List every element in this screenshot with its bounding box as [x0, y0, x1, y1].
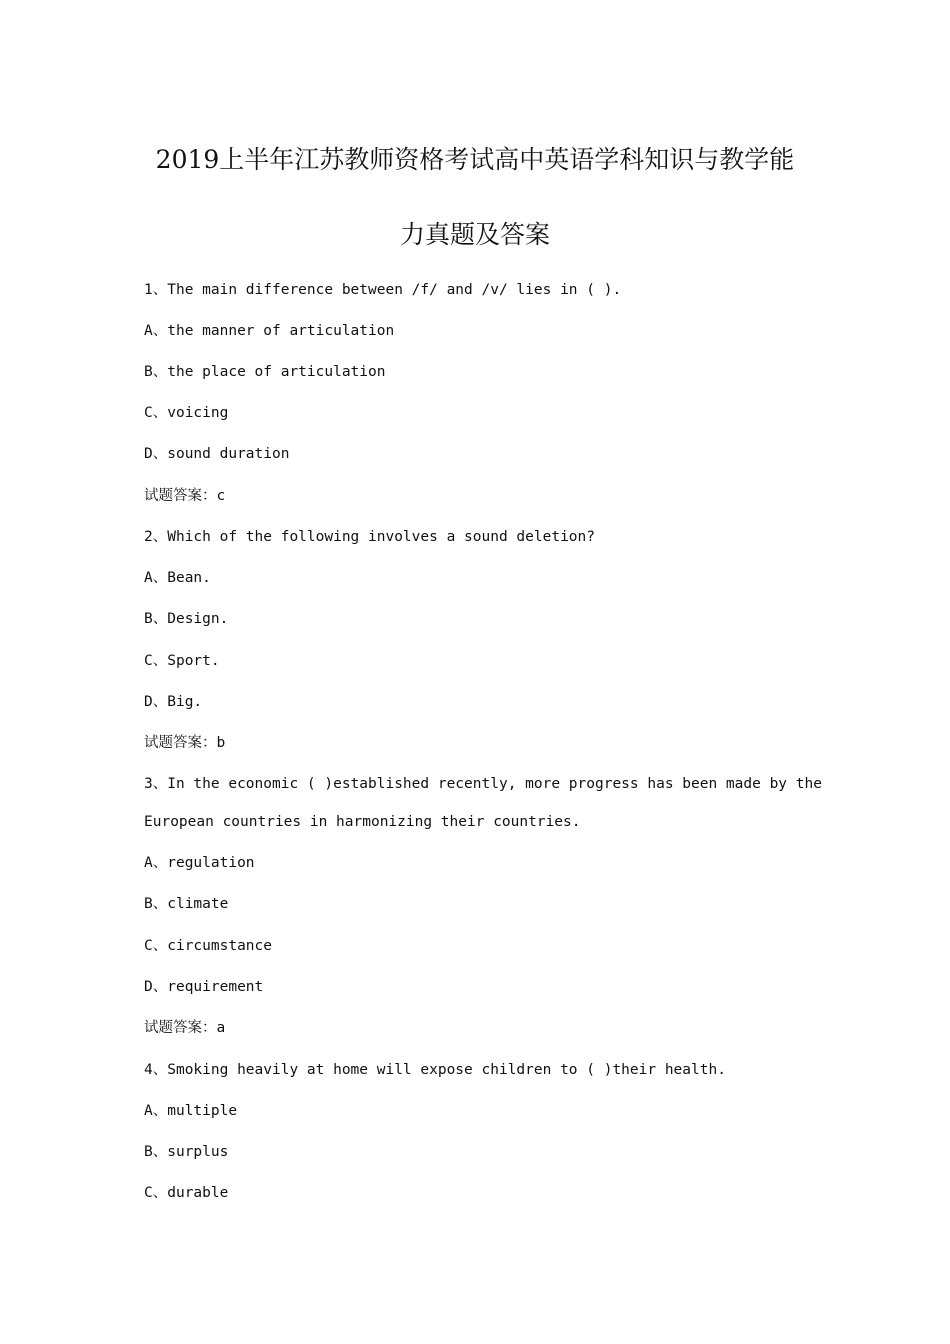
document-title-line-2: 力真题及答案	[399, 220, 550, 249]
question-4-option-c: C、durable	[144, 1185, 229, 1201]
question-2-stem: 2、Which of the following involves a sound deletion?	[144, 529, 595, 545]
question-1-option-c: C、voicing	[144, 405, 229, 421]
question-4-option-b: B、surplus	[144, 1144, 229, 1160]
question-3-option-c: C、circumstance	[144, 938, 272, 954]
question-3-answer: 试题答案：a	[144, 1020, 226, 1036]
question-1-stem: 1、The main difference between /f/ and /v/ lies in ( ).	[144, 282, 622, 298]
question-3-stem: 3、In the economic ( )established recently, more progress has been made by the	[144, 776, 822, 792]
question-1-option-a: A、the manner of articulation	[144, 323, 395, 339]
question-3-option-b: B、climate	[144, 896, 229, 912]
question-2-option-a: A、Bean.	[144, 570, 211, 586]
document-title-line-1: 2019上半年江苏教师资格考试高中英语学科知识与教学能	[155, 145, 795, 174]
question-4-stem: 4、Smoking heavily at home will expose children to ( )their health.	[144, 1062, 726, 1078]
question-1-option-d: D、sound duration	[144, 446, 290, 462]
question-1-answer: 试题答案：c	[144, 488, 226, 504]
question-1-option-b: B、the place of articulation	[144, 364, 386, 380]
question-3-stem-continued: European countries in harmonizing their countries.	[144, 814, 581, 830]
question-3-option-a: A、regulation	[144, 855, 255, 871]
question-2-option-b: B、Design.	[144, 611, 229, 627]
question-2-option-c: C、Sport.	[144, 653, 220, 669]
question-3-option-d: D、requirement	[144, 979, 264, 995]
question-4-option-a: A、multiple	[144, 1103, 238, 1119]
question-2-option-d: D、Big.	[144, 694, 203, 710]
question-2-answer: 试题答案：b	[144, 735, 226, 751]
